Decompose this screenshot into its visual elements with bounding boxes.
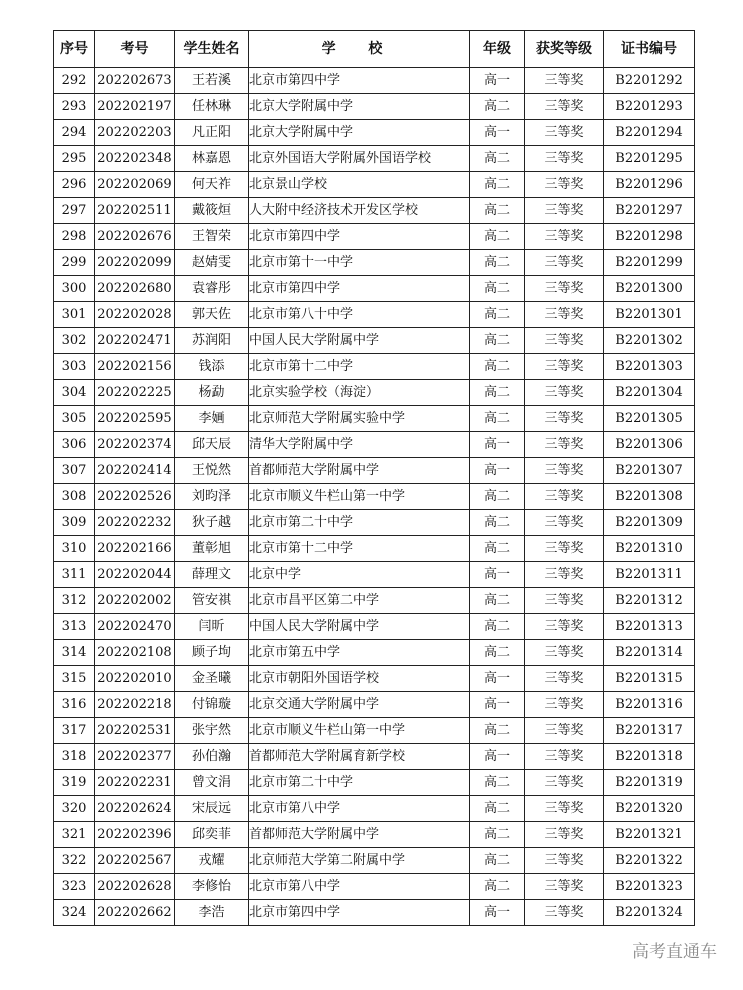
table-header-row (54, 31, 695, 68)
cell-award-level: 三等奖 (525, 302, 604, 328)
cell-cert-no: B2201297 (604, 198, 695, 224)
cell-idx: 299 (54, 250, 95, 276)
cell-school: 北京大学附属中学 (249, 94, 470, 120)
cell-award-level: 三等奖 (525, 848, 604, 874)
cell-idx: 296 (54, 172, 95, 198)
table-row (54, 458, 695, 484)
cell-idx: 301 (54, 302, 95, 328)
cell-award-level: 三等奖 (525, 640, 604, 666)
table-row (54, 354, 695, 380)
cell-award-level: 三等奖 (525, 432, 604, 458)
cell-student-name: 顾子坸 (175, 640, 249, 666)
cell-student-name: 钱添 (175, 354, 249, 380)
cell-grade: 高二 (470, 328, 525, 354)
cell-exam-no: 202202628 (95, 874, 175, 900)
cell-exam-no: 202202471 (95, 328, 175, 354)
cell-idx: 316 (54, 692, 95, 718)
table-row (54, 198, 695, 224)
cell-award-level: 三等奖 (525, 224, 604, 250)
cell-exam-no: 202202028 (95, 302, 175, 328)
table-row (54, 536, 695, 562)
cell-cert-no: B2201292 (604, 68, 695, 94)
cell-award-level: 三等奖 (525, 94, 604, 120)
cell-idx: 298 (54, 224, 95, 250)
cell-student-name: 邱奕菲 (175, 822, 249, 848)
cell-award-level: 三等奖 (525, 510, 604, 536)
watermark-text: 高考直通车 (632, 942, 717, 962)
cell-grade: 高一 (470, 432, 525, 458)
cell-exam-no: 202202156 (95, 354, 175, 380)
table-row (54, 614, 695, 640)
table-row (54, 796, 695, 822)
cell-exam-no: 202202531 (95, 718, 175, 744)
table-row (54, 692, 695, 718)
cell-student-name: 杨勐 (175, 380, 249, 406)
cell-cert-no: B2201305 (604, 406, 695, 432)
table-row (54, 146, 695, 172)
cell-idx: 295 (54, 146, 95, 172)
cell-student-name: 邱天辰 (175, 432, 249, 458)
cell-exam-no: 202202166 (95, 536, 175, 562)
cell-school: 北京市第四中学 (249, 68, 470, 94)
cell-cert-no: B2201324 (604, 900, 695, 926)
table-row (54, 562, 695, 588)
cell-exam-no: 202202680 (95, 276, 175, 302)
cell-award-level: 三等奖 (525, 666, 604, 692)
cell-student-name: 王智荣 (175, 224, 249, 250)
cell-school: 北京实验学校（海淀） (249, 380, 470, 406)
cell-school: 北京市第四中学 (249, 224, 470, 250)
cell-idx: 312 (54, 588, 95, 614)
cell-exam-no: 202202348 (95, 146, 175, 172)
cell-exam-no: 202202232 (95, 510, 175, 536)
table-row (54, 120, 695, 146)
cell-student-name: 狄子越 (175, 510, 249, 536)
cell-cert-no: B2201301 (604, 302, 695, 328)
cell-award-level: 三等奖 (525, 250, 604, 276)
table-row (54, 484, 695, 510)
cell-cert-no: B2201293 (604, 94, 695, 120)
header-idx: 序号 (54, 31, 95, 68)
cell-award-level: 三等奖 (525, 692, 604, 718)
cell-award-level: 三等奖 (525, 146, 604, 172)
cell-student-name: 戴筱烜 (175, 198, 249, 224)
cell-student-name: 付锦璇 (175, 692, 249, 718)
cell-grade: 高二 (470, 796, 525, 822)
cell-exam-no: 202202374 (95, 432, 175, 458)
cell-school: 首都师范大学附属中学 (249, 822, 470, 848)
cell-school: 人大附中经济技术开发区学校 (249, 198, 470, 224)
cell-grade: 高一 (470, 900, 525, 926)
cell-exam-no: 202202567 (95, 848, 175, 874)
cell-grade: 高二 (470, 848, 525, 874)
cell-idx: 292 (54, 68, 95, 94)
cell-award-level: 三等奖 (525, 614, 604, 640)
cell-cert-no: B2201296 (604, 172, 695, 198)
table-row (54, 250, 695, 276)
cell-award-level: 三等奖 (525, 328, 604, 354)
cell-student-name: 袁睿彤 (175, 276, 249, 302)
cell-cert-no: B2201313 (604, 614, 695, 640)
cell-exam-no: 202202203 (95, 120, 175, 146)
cell-idx: 303 (54, 354, 95, 380)
cell-award-level: 三等奖 (525, 458, 604, 484)
cell-exam-no: 202202396 (95, 822, 175, 848)
cell-award-level: 三等奖 (525, 822, 604, 848)
cell-award-level: 三等奖 (525, 744, 604, 770)
cell-award-level: 三等奖 (525, 354, 604, 380)
header-award: 获奖等级 (525, 31, 604, 68)
cell-idx: 304 (54, 380, 95, 406)
cell-cert-no: B2201321 (604, 822, 695, 848)
cell-school: 北京交通大学附属中学 (249, 692, 470, 718)
cell-grade: 高二 (470, 874, 525, 900)
cell-idx: 300 (54, 276, 95, 302)
table-row (54, 68, 695, 94)
cell-cert-no: B2201295 (604, 146, 695, 172)
cell-student-name: 金圣曦 (175, 666, 249, 692)
table-row (54, 406, 695, 432)
cell-school: 北京大学附属中学 (249, 120, 470, 146)
cell-grade: 高一 (470, 666, 525, 692)
cell-grade: 高二 (470, 406, 525, 432)
cell-award-level: 三等奖 (525, 198, 604, 224)
cell-grade: 高二 (470, 588, 525, 614)
cell-grade: 高二 (470, 640, 525, 666)
cell-grade: 高二 (470, 146, 525, 172)
cell-student-name: 何天祚 (175, 172, 249, 198)
cell-grade: 高二 (470, 822, 525, 848)
cell-cert-no: B2201319 (604, 770, 695, 796)
cell-grade: 高二 (470, 94, 525, 120)
header-grade: 年级 (470, 31, 525, 68)
cell-grade: 高一 (470, 120, 525, 146)
cell-grade: 高一 (470, 562, 525, 588)
cell-idx: 314 (54, 640, 95, 666)
cell-student-name: 李修怡 (175, 874, 249, 900)
cell-exam-no: 202202044 (95, 562, 175, 588)
cell-school: 北京市第八十中学 (249, 302, 470, 328)
cell-school: 北京市第八中学 (249, 874, 470, 900)
cell-school: 北京市第五中学 (249, 640, 470, 666)
table-row (54, 588, 695, 614)
cell-idx: 294 (54, 120, 95, 146)
cell-award-level: 三等奖 (525, 172, 604, 198)
cell-idx: 320 (54, 796, 95, 822)
cell-award-level: 三等奖 (525, 406, 604, 432)
cell-grade: 高一 (470, 68, 525, 94)
table-row (54, 172, 695, 198)
cell-award-level: 三等奖 (525, 276, 604, 302)
cell-school: 清华大学附属中学 (249, 432, 470, 458)
cell-award-level: 三等奖 (525, 120, 604, 146)
cell-student-name: 王悦然 (175, 458, 249, 484)
cell-student-name: 宋辰远 (175, 796, 249, 822)
cell-award-level: 三等奖 (525, 718, 604, 744)
cell-student-name: 李婳 (175, 406, 249, 432)
cell-school: 北京师范大学第二附属中学 (249, 848, 470, 874)
cell-school: 北京市昌平区第二中学 (249, 588, 470, 614)
cell-student-name: 戎耀 (175, 848, 249, 874)
cell-idx: 297 (54, 198, 95, 224)
cell-cert-no: B2201298 (604, 224, 695, 250)
cell-cert-no: B2201318 (604, 744, 695, 770)
cell-student-name: 李浩 (175, 900, 249, 926)
cell-cert-no: B2201299 (604, 250, 695, 276)
cell-cert-no: B2201323 (604, 874, 695, 900)
cell-exam-no: 202202218 (95, 692, 175, 718)
cell-cert-no: B2201300 (604, 276, 695, 302)
cell-award-level: 三等奖 (525, 588, 604, 614)
cell-exam-no: 202202595 (95, 406, 175, 432)
cell-idx: 322 (54, 848, 95, 874)
cell-idx: 315 (54, 666, 95, 692)
cell-exam-no: 202202624 (95, 796, 175, 822)
table-row (54, 640, 695, 666)
table-row (54, 718, 695, 744)
cell-cert-no: B2201320 (604, 796, 695, 822)
cell-school: 北京市第八中学 (249, 796, 470, 822)
cell-idx: 308 (54, 484, 95, 510)
cell-idx: 307 (54, 458, 95, 484)
cell-exam-no: 202202010 (95, 666, 175, 692)
cell-idx: 317 (54, 718, 95, 744)
cell-exam-no: 202202225 (95, 380, 175, 406)
cell-student-name: 管安祺 (175, 588, 249, 614)
cell-grade: 高二 (470, 276, 525, 302)
cell-student-name: 郭天佐 (175, 302, 249, 328)
header-school: 学 校 (249, 31, 470, 68)
cell-idx: 319 (54, 770, 95, 796)
cell-idx: 305 (54, 406, 95, 432)
cell-cert-no: B2201294 (604, 120, 695, 146)
table-row (54, 94, 695, 120)
cell-school: 北京市第二十中学 (249, 510, 470, 536)
cell-exam-no: 202202676 (95, 224, 175, 250)
cell-cert-no: B2201314 (604, 640, 695, 666)
cell-idx: 323 (54, 874, 95, 900)
cell-student-name: 闫昕 (175, 614, 249, 640)
table-row (54, 302, 695, 328)
cell-student-name: 凡正阳 (175, 120, 249, 146)
cell-student-name: 张宇然 (175, 718, 249, 744)
table-row (54, 276, 695, 302)
cell-cert-no: B2201310 (604, 536, 695, 562)
cell-idx: 306 (54, 432, 95, 458)
cell-grade: 高一 (470, 458, 525, 484)
cell-cert-no: B2201312 (604, 588, 695, 614)
cell-school: 中国人民大学附属中学 (249, 328, 470, 354)
cell-cert-no: B2201302 (604, 328, 695, 354)
table-row (54, 224, 695, 250)
cell-grade: 高二 (470, 302, 525, 328)
header-name: 学生姓名 (175, 31, 249, 68)
cell-idx: 313 (54, 614, 95, 640)
cell-school: 北京外国语大学附属外国语学校 (249, 146, 470, 172)
cell-grade: 高二 (470, 770, 525, 796)
cell-school: 北京景山学校 (249, 172, 470, 198)
cell-school: 北京师范大学附属实验中学 (249, 406, 470, 432)
cell-award-level: 三等奖 (525, 900, 604, 926)
cell-idx: 318 (54, 744, 95, 770)
cell-cert-no: B2201316 (604, 692, 695, 718)
cell-grade: 高二 (470, 536, 525, 562)
cell-idx: 324 (54, 900, 95, 926)
table-row (54, 822, 695, 848)
cell-cert-no: B2201322 (604, 848, 695, 874)
cell-idx: 311 (54, 562, 95, 588)
cell-cert-no: B2201308 (604, 484, 695, 510)
cell-school: 北京市顺义牛栏山第一中学 (249, 718, 470, 744)
header-cert: 证书编号 (604, 31, 695, 68)
cell-school: 北京市朝阳外国语学校 (249, 666, 470, 692)
table-row (54, 874, 695, 900)
cell-student-name: 赵婧雯 (175, 250, 249, 276)
cell-grade: 高二 (470, 172, 525, 198)
cell-student-name: 王若溪 (175, 68, 249, 94)
cell-cert-no: B2201317 (604, 718, 695, 744)
cell-exam-no: 202202470 (95, 614, 175, 640)
cell-exam-no: 202202069 (95, 172, 175, 198)
cell-cert-no: B2201311 (604, 562, 695, 588)
cell-exam-no: 202202414 (95, 458, 175, 484)
cell-grade: 高二 (470, 614, 525, 640)
cell-school: 北京市第二十中学 (249, 770, 470, 796)
cell-award-level: 三等奖 (525, 536, 604, 562)
table-row (54, 666, 695, 692)
table-row (54, 900, 695, 926)
cell-exam-no: 202202108 (95, 640, 175, 666)
cell-student-name: 孙伯瀚 (175, 744, 249, 770)
cell-grade: 高二 (470, 718, 525, 744)
cell-grade: 高二 (470, 198, 525, 224)
cell-award-level: 三等奖 (525, 68, 604, 94)
award-list-table (53, 30, 695, 926)
table-row (54, 432, 695, 458)
cell-award-level: 三等奖 (525, 770, 604, 796)
cell-cert-no: B2201307 (604, 458, 695, 484)
table-row (54, 328, 695, 354)
cell-school: 首都师范大学附属中学 (249, 458, 470, 484)
cell-school: 北京市第十二中学 (249, 354, 470, 380)
cell-student-name: 董彰旭 (175, 536, 249, 562)
cell-idx: 309 (54, 510, 95, 536)
cell-award-level: 三等奖 (525, 796, 604, 822)
cell-idx: 310 (54, 536, 95, 562)
cell-exam-no: 202202526 (95, 484, 175, 510)
cell-cert-no: B2201303 (604, 354, 695, 380)
cell-exam-no: 202202673 (95, 68, 175, 94)
table-row (54, 380, 695, 406)
cell-idx: 321 (54, 822, 95, 848)
cell-award-level: 三等奖 (525, 874, 604, 900)
cell-grade: 高二 (470, 484, 525, 510)
cell-grade: 高一 (470, 744, 525, 770)
cell-award-level: 三等奖 (525, 484, 604, 510)
cell-exam-no: 202202002 (95, 588, 175, 614)
cell-school: 北京市第四中学 (249, 276, 470, 302)
cell-cert-no: B2201315 (604, 666, 695, 692)
cell-student-name: 薛理文 (175, 562, 249, 588)
cell-school: 中国人民大学附属中学 (249, 614, 470, 640)
cell-grade: 高二 (470, 354, 525, 380)
cell-exam-no: 202202197 (95, 94, 175, 120)
cell-cert-no: B2201309 (604, 510, 695, 536)
cell-student-name: 刘昀泽 (175, 484, 249, 510)
cell-idx: 293 (54, 94, 95, 120)
cell-school: 北京市第十二中学 (249, 536, 470, 562)
table-row (54, 770, 695, 796)
cell-grade: 高二 (470, 380, 525, 406)
cell-school: 北京市顺义牛栏山第一中学 (249, 484, 470, 510)
cell-grade: 高二 (470, 510, 525, 536)
cell-grade: 高二 (470, 224, 525, 250)
cell-student-name: 任林琳 (175, 94, 249, 120)
table-row (54, 848, 695, 874)
cell-exam-no: 202202662 (95, 900, 175, 926)
cell-idx: 302 (54, 328, 95, 354)
table-row (54, 744, 695, 770)
table-row (54, 510, 695, 536)
cell-award-level: 三等奖 (525, 562, 604, 588)
cell-student-name: 曾文涓 (175, 770, 249, 796)
cell-school: 首都师范大学附属育新学校 (249, 744, 470, 770)
cell-cert-no: B2201306 (604, 432, 695, 458)
cell-student-name: 林嘉恩 (175, 146, 249, 172)
header-exam-no: 考号 (95, 31, 175, 68)
cell-school: 北京市第十一中学 (249, 250, 470, 276)
cell-student-name: 苏润阳 (175, 328, 249, 354)
cell-exam-no: 202202231 (95, 770, 175, 796)
cell-grade: 高一 (470, 692, 525, 718)
cell-exam-no: 202202099 (95, 250, 175, 276)
cell-award-level: 三等奖 (525, 380, 604, 406)
cell-school: 北京中学 (249, 562, 470, 588)
cell-grade: 高二 (470, 250, 525, 276)
cell-exam-no: 202202377 (95, 744, 175, 770)
cell-exam-no: 202202511 (95, 198, 175, 224)
cell-cert-no: B2201304 (604, 380, 695, 406)
table-body (54, 68, 695, 926)
cell-school: 北京市第四中学 (249, 900, 470, 926)
